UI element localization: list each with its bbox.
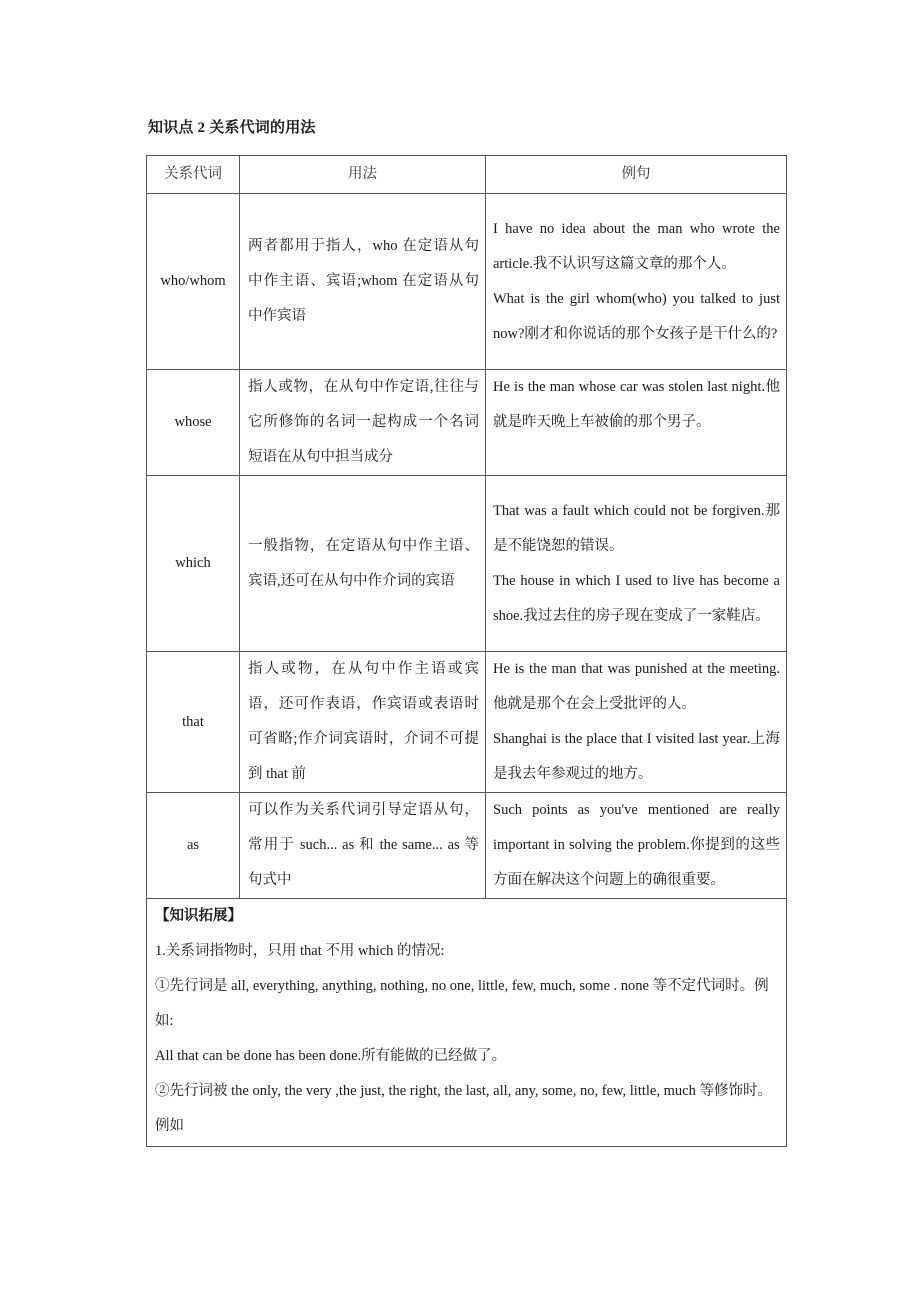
pronoun-cell: which [147, 476, 240, 652]
example-cell [486, 793, 787, 899]
table-row [147, 194, 787, 370]
table-row [147, 652, 787, 793]
header-usage: 用法 [240, 156, 486, 194]
usage-cell: 可以作为关系代词引导定语从句，常用于 such... as 和 the same... as 等句式中 [240, 793, 486, 899]
example-cell [486, 194, 787, 370]
table-row [147, 793, 787, 899]
section-heading: 知识点 2 关系代词的用法 [148, 120, 316, 136]
extension-line: ①先行词是 all, everything, anything, nothing, no one, little, few, much, some . none 等不定代词时。例如: [155, 978, 769, 1029]
example-sentence: Such points as you've mentioned are really important in solving the problem.你提到的这些方面在解决这个问题上的确很重要。 [493, 802, 780, 888]
example-sentence: He is the man that was punished at the meeting.他就是那个在会上受批评的人。 [493, 661, 780, 712]
pronoun-cell: whose [147, 370, 240, 476]
pronoun-cell: who/whom [147, 194, 240, 370]
example-sentence: That was a fault which could not be forgiven.那是不能饶恕的错误。 [493, 502, 780, 554]
example-cell [486, 370, 787, 476]
example-sentence: I have no idea about the man who wrote the article.我不认识写这篇文章的那个人。 [493, 220, 780, 272]
usage-cell: 指人或物，在从句中作主语或宾语，还可作表语，作宾语或表语时可省略;作介词宾语时，介词不可提到 that 前 [240, 652, 486, 793]
relative-pronoun-table [146, 155, 787, 1147]
table-header-row [147, 156, 787, 194]
example-cell [486, 476, 787, 652]
example-sentence: The house in which I used to live has become a shoe.我过去住的房子现在变成了一家鞋店。 [493, 572, 780, 624]
usage-cell: 一般指物，在定语从句中作主语、宾语,还可在从句中作介词的宾语 [240, 476, 486, 652]
extension-line: ②先行词被 the only, the very ,the just, the right, the last, all, any, some, no, few, little, much 等修饰时。例如 [155, 1083, 772, 1134]
header-example: 例句 [486, 156, 787, 194]
table-row [147, 476, 787, 652]
example-sentence: He is the man whose car was stolen last night.他就是昨天晚上车被偷的那个男子。 [493, 379, 780, 430]
extension-line: All that can be done has been done.所有能做的已经做了。 [155, 1048, 507, 1064]
pronoun-cell: as [147, 793, 240, 899]
pronoun-cell: that [147, 652, 240, 793]
usage-cell: 指人或物，在从句中作定语,往往与它所修饰的名词一起构成一个名词短语在从句中担当成分 [240, 370, 486, 476]
example-sentence: Shanghai is the place that I visited last year.上海是我去年参观过的地方。 [493, 731, 780, 782]
header-pronoun: 关系代词 [147, 156, 240, 194]
extension-row [147, 899, 787, 1147]
usage-cell: 两者都用于指人，who 在定语从句中作主语、宾语;whom 在定语从句中作宾语 [240, 194, 486, 370]
example-cell [486, 652, 787, 793]
example-sentence: What is the girl whom(who) you talked to just now?刚才和你说话的那个女孩子是干什么的? [493, 290, 780, 342]
extension-line: 1.关系词指物时，只用 that 不用 which 的情况: [155, 943, 445, 959]
extension-cell [147, 899, 787, 1147]
table-row [147, 370, 787, 476]
extension-title: 【知识拓展】 [155, 908, 242, 924]
